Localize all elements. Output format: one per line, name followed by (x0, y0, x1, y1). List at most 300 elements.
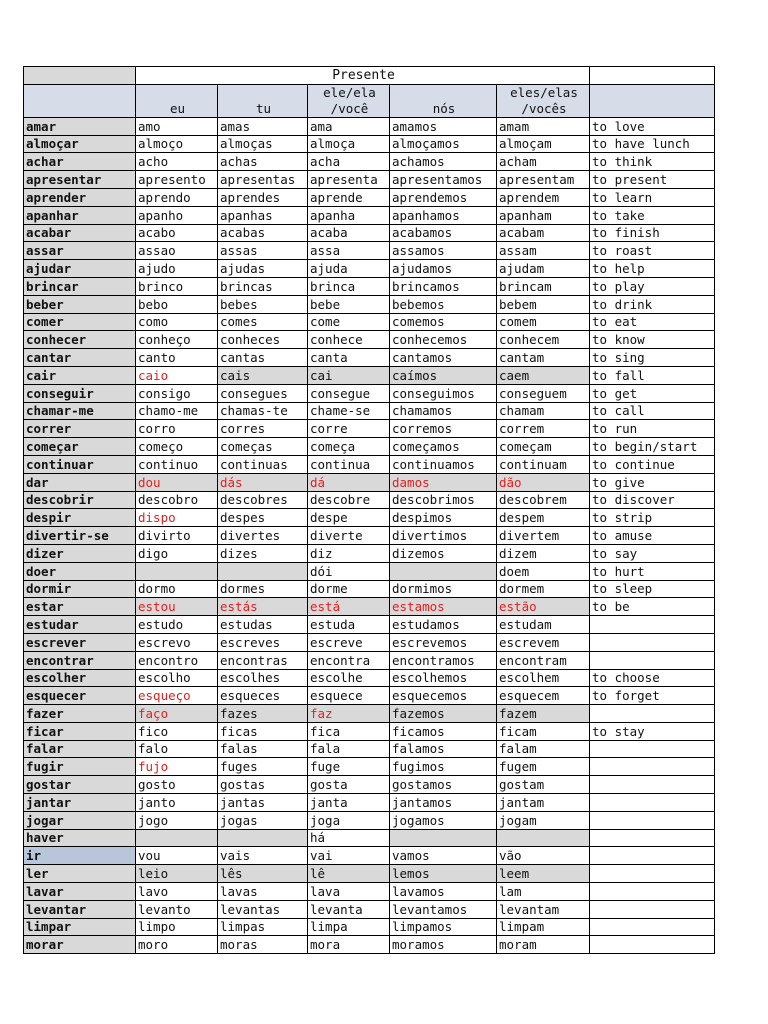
verb-infinitive: conseguir (24, 384, 136, 402)
conjugation-cell: gosto (136, 776, 218, 794)
conjugation-cell: apanhas (218, 206, 308, 224)
conjugation-cell: fazem (497, 705, 590, 723)
conjugation-cell: digo (136, 544, 218, 562)
conjugation-cell: jantas (218, 794, 308, 812)
verb-infinitive: dormir (24, 580, 136, 598)
verb-row (24, 865, 715, 883)
verb-infinitive: limpar (24, 918, 136, 936)
conjugation-cell: leem (497, 865, 590, 883)
conjugation-cell: brinca (308, 277, 390, 295)
conjugation-cell: fazemos (390, 705, 497, 723)
conjugation-cell: levanta (308, 900, 390, 918)
verb-row (24, 633, 715, 651)
conjugation-cell: canto (136, 349, 218, 367)
conjugation-cell: descobro (136, 491, 218, 509)
conjugation-cell: continuas (218, 455, 308, 473)
conjugation-cell: limpo (136, 918, 218, 936)
verb-row (24, 260, 715, 278)
conjugation-cell: ficamos (390, 722, 497, 740)
verb-row (24, 705, 715, 723)
verb-infinitive: cantar (24, 349, 136, 367)
conjugation-cell: ficas (218, 722, 308, 740)
conjugation-cell: vai (308, 847, 390, 865)
conjugation-cell (497, 829, 590, 847)
conjugation-cell: despes (218, 509, 308, 527)
conjugation-cell: ajudo (136, 260, 218, 278)
verb-infinitive: escrever (24, 633, 136, 651)
verb-infinitive: fazer (24, 705, 136, 723)
conjugation-cell: brincam (497, 277, 590, 295)
conjugation-cell: despem (497, 509, 590, 527)
conjugation-cell: cai (308, 366, 390, 384)
conjugation-cell: consegue (308, 384, 390, 402)
conjugation-cell: esquece (308, 687, 390, 705)
conjugation-cell: continuamos (390, 455, 497, 473)
conjugation-cell: amo (136, 117, 218, 135)
conjugation-cell: corro (136, 420, 218, 438)
verb-infinitive: encontrar (24, 651, 136, 669)
conjugation-cell: começa (308, 438, 390, 456)
header-eles: eles/elas /vocês (497, 84, 590, 117)
english-translation: to drink (590, 295, 715, 313)
conjugation-cell: aprendem (497, 188, 590, 206)
conjugation-cell: diz (308, 544, 390, 562)
verb-row (24, 758, 715, 776)
verb-row (24, 847, 715, 865)
conjugation-cell: correm (497, 420, 590, 438)
verb-row (24, 776, 715, 794)
conjugation-cell: dói (308, 562, 390, 580)
corner-cell (24, 84, 136, 117)
conjugation-cell: janto (136, 794, 218, 812)
english-translation: to roast (590, 242, 715, 260)
corner-cell (24, 67, 136, 85)
conjugation-cell: esqueço (136, 687, 218, 705)
title-row (24, 67, 715, 85)
empty-title-cell (590, 67, 715, 85)
conjugation-cell: há (308, 829, 390, 847)
conjugation-cell: lemos (390, 865, 497, 883)
conjugation-cell: aprendemos (390, 188, 497, 206)
conjugation-cell: levantamos (390, 900, 497, 918)
conjugation-cell: limpas (218, 918, 308, 936)
verb-infinitive: correr (24, 420, 136, 438)
conjugation-cell: ajuda (308, 260, 390, 278)
english-translation: to run (590, 420, 715, 438)
conjugation-cell: acabamos (390, 224, 497, 242)
conjugation-cell: bebo (136, 295, 218, 313)
conjugation-cell: dizes (218, 544, 308, 562)
verb-row (24, 420, 715, 438)
conjugation-cell: brincas (218, 277, 308, 295)
verb-row (24, 616, 715, 634)
conjugation-cell: apanha (308, 206, 390, 224)
conjugation-cell: encontras (218, 651, 308, 669)
conjugation-cell: jogas (218, 811, 308, 829)
verb-row (24, 206, 715, 224)
conjugation-cell: gosta (308, 776, 390, 794)
verb-infinitive: estudar (24, 616, 136, 634)
conjugation-cell: chamas-te (218, 402, 308, 420)
conjugation-cell: chamam (497, 402, 590, 420)
conjugation-cell: fala (308, 740, 390, 758)
verb-row (24, 349, 715, 367)
verb-infinitive: lavar (24, 883, 136, 901)
conjugation-cell: canta (308, 349, 390, 367)
conjugation-cell: descobrem (497, 491, 590, 509)
conjugation-cell: está (308, 598, 390, 616)
conjugation-cell: vou (136, 847, 218, 865)
conjugation-cell: escolhe (308, 669, 390, 687)
verb-row (24, 188, 715, 206)
conjugation-cell: conhecemos (390, 331, 497, 349)
conjugation-cell: dás (218, 473, 308, 491)
conjugation-cell: jogo (136, 811, 218, 829)
conjugation-cell: despe (308, 509, 390, 527)
conjugation-cell: fica (308, 722, 390, 740)
conjugation-cell: escolho (136, 669, 218, 687)
conjugation-cell: comes (218, 313, 308, 331)
conjugation-cell: começas (218, 438, 308, 456)
conjugation-cell: chamo-me (136, 402, 218, 420)
conjugation-cell: lê (308, 865, 390, 883)
conjugation-cell: ajudam (497, 260, 590, 278)
verb-row (24, 313, 715, 331)
conjugation-cell: mora (308, 936, 390, 954)
verb-infinitive: ler (24, 865, 136, 883)
verb-row (24, 936, 715, 954)
verb-row (24, 562, 715, 580)
verb-infinitive: despir (24, 509, 136, 527)
conjugation-cell: conhecem (497, 331, 590, 349)
conjugation-cell: estudamos (390, 616, 497, 634)
conjugation-cell: corremos (390, 420, 497, 438)
conjugation-cell: dão (497, 473, 590, 491)
conjugation-cell: encontramos (390, 651, 497, 669)
english-translation: to stay (590, 722, 715, 740)
conjugation-cell: conseguem (497, 384, 590, 402)
conjugation-cell: lavamos (390, 883, 497, 901)
conjugation-cell: dizemos (390, 544, 497, 562)
verb-infinitive: dizer (24, 544, 136, 562)
conjugation-cell: como (136, 313, 218, 331)
conjugation-cell: continuo (136, 455, 218, 473)
english-translation: to choose (590, 669, 715, 687)
english-translation (590, 705, 715, 723)
verb-row (24, 722, 715, 740)
conjugation-cell: apresentamos (390, 171, 497, 189)
conjugation-cell: joga (308, 811, 390, 829)
header-row (24, 84, 715, 117)
conjugation-cell: assa (308, 242, 390, 260)
verb-infinitive: esquecer (24, 687, 136, 705)
conjugation-cell: escolhem (497, 669, 590, 687)
conjugation-cell: escrevemos (390, 633, 497, 651)
conjugation-cell: conheço (136, 331, 218, 349)
english-translation: to help (590, 260, 715, 278)
conjugation-cell: escolhes (218, 669, 308, 687)
conjugation-cell: assao (136, 242, 218, 260)
english-translation: to begin/start (590, 438, 715, 456)
verb-infinitive: chamar-me (24, 402, 136, 420)
verb-infinitive: achar (24, 153, 136, 171)
conjugation-cell: estou (136, 598, 218, 616)
conjugation-cell: cantas (218, 349, 308, 367)
conjugation-cell: limpamos (390, 918, 497, 936)
conjugation-cell: dormem (497, 580, 590, 598)
verb-infinitive: apanhar (24, 206, 136, 224)
verb-infinitive: apresentar (24, 171, 136, 189)
verb-infinitive: estar (24, 598, 136, 616)
conjugation-cell: chame-se (308, 402, 390, 420)
conjugation-cell: almoça (308, 135, 390, 153)
conjugation-cell: apanhamos (390, 206, 497, 224)
conjugation-cell: amamos (390, 117, 497, 135)
conjugation-cell: aprendo (136, 188, 218, 206)
verb-infinitive: começar (24, 438, 136, 456)
verb-infinitive: acabar (24, 224, 136, 242)
conjugation-cell: escolhemos (390, 669, 497, 687)
conjugation-cell: apresentas (218, 171, 308, 189)
conjugation-cell: comem (497, 313, 590, 331)
conjugation-cell: escreve (308, 633, 390, 651)
conjugation-cell: apresentam (497, 171, 590, 189)
conjugation-cell (136, 829, 218, 847)
conjugation-cell: estudo (136, 616, 218, 634)
conjugation-cell: estás (218, 598, 308, 616)
verb-infinitive: cair (24, 366, 136, 384)
verb-infinitive: falar (24, 740, 136, 758)
english-translation: to play (590, 277, 715, 295)
conjugation-cell: ajudas (218, 260, 308, 278)
english-translation: to sleep (590, 580, 715, 598)
conjugation-cell: divertimos (390, 527, 497, 545)
conjugation-cell: encontro (136, 651, 218, 669)
conjugation-cell: dá (308, 473, 390, 491)
conjugation-cell: gostam (497, 776, 590, 794)
verb-infinitive: amar (24, 117, 136, 135)
english-translation (590, 847, 715, 865)
verb-infinitive: doer (24, 562, 136, 580)
conjugation-cell: escrevo (136, 633, 218, 651)
conjugation-cell: esquecem (497, 687, 590, 705)
header-eu: eu (136, 84, 218, 117)
conjugation-cell: fazes (218, 705, 308, 723)
verb-row (24, 366, 715, 384)
conjugation-cell: dormes (218, 580, 308, 598)
conjugation-cell: fujo (136, 758, 218, 776)
header-ele: ele/ela /você (308, 84, 390, 117)
conjugation-cell: almoçamos (390, 135, 497, 153)
conjugation-cell: vamos (390, 847, 497, 865)
verb-row (24, 295, 715, 313)
conjugation-cell: encontram (497, 651, 590, 669)
conjugation-cell: fuge (308, 758, 390, 776)
verb-infinitive: aprender (24, 188, 136, 206)
conjugation-cell: assam (497, 242, 590, 260)
conjugation-cell: descobrimos (390, 491, 497, 509)
verb-row (24, 135, 715, 153)
conjugation-cell: lava (308, 883, 390, 901)
verb-infinitive: beber (24, 295, 136, 313)
conjugation-cell: limpam (497, 918, 590, 936)
english-translation: to continue (590, 455, 715, 473)
conjugation-cell: descobre (308, 491, 390, 509)
tense-title: Presente (136, 67, 590, 85)
conjugation-cell: amam (497, 117, 590, 135)
conjugation-cell: gostamos (390, 776, 497, 794)
english-translation (590, 651, 715, 669)
verb-row (24, 883, 715, 901)
english-translation: to love (590, 117, 715, 135)
conjugation-cell: lam (497, 883, 590, 901)
verb-row (24, 242, 715, 260)
conjugation-cell: achamos (390, 153, 497, 171)
conjugation-cell: faz (308, 705, 390, 723)
conjugation-cell: caio (136, 366, 218, 384)
conjugation-cell: começam (497, 438, 590, 456)
conjugation-cell: falas (218, 740, 308, 758)
verb-infinitive: almoçar (24, 135, 136, 153)
header-nos: nós (390, 84, 497, 117)
verb-row (24, 331, 715, 349)
conjugation-cell: moramos (390, 936, 497, 954)
verb-infinitive: jogar (24, 811, 136, 829)
verb-infinitive: ir (24, 847, 136, 865)
english-translation (590, 740, 715, 758)
conjugation-cell: bebe (308, 295, 390, 313)
english-translation: to strip (590, 509, 715, 527)
verb-row (24, 811, 715, 829)
verb-row (24, 669, 715, 687)
conjugation-cell: ajudamos (390, 260, 497, 278)
conjugation-cell: doem (497, 562, 590, 580)
conjugation-cell: começo (136, 438, 218, 456)
conjugation-cell: jantamos (390, 794, 497, 812)
conjugation-cell: dizem (497, 544, 590, 562)
conjugation-cell: dorme (308, 580, 390, 598)
conjugation-cell: dormo (136, 580, 218, 598)
verb-row (24, 384, 715, 402)
conjugation-cell: aprendes (218, 188, 308, 206)
conjugation-cell: fugimos (390, 758, 497, 776)
conjugation-cell: levantas (218, 900, 308, 918)
english-translation: to know (590, 331, 715, 349)
verb-row (24, 527, 715, 545)
conjugation-cell: acabam (497, 224, 590, 242)
verb-row (24, 918, 715, 936)
conjugation-cell: fugem (497, 758, 590, 776)
verb-infinitive: haver (24, 829, 136, 847)
english-translation: to call (590, 402, 715, 420)
verb-infinitive: gostar (24, 776, 136, 794)
conjugation-cell: fico (136, 722, 218, 740)
english-translation (590, 616, 715, 634)
verb-row (24, 740, 715, 758)
english-translation (590, 865, 715, 883)
conjugation-cell: acham (497, 153, 590, 171)
conjugation-cell: bebes (218, 295, 308, 313)
english-translation (590, 900, 715, 918)
conjugation-cell: divirto (136, 527, 218, 545)
conjugation-cell: ama (308, 117, 390, 135)
conjugation-cell (390, 829, 497, 847)
conjugation-cell: acha (308, 153, 390, 171)
conjugation-cell: esquecemos (390, 687, 497, 705)
conjugation-cell (136, 562, 218, 580)
conjugation-cell: falamos (390, 740, 497, 758)
english-translation (590, 776, 715, 794)
conjugation-cell: continua (308, 455, 390, 473)
conjugation-cell: acabo (136, 224, 218, 242)
verb-infinitive: escolher (24, 669, 136, 687)
english-translation: to learn (590, 188, 715, 206)
conjugation-cell: apresenta (308, 171, 390, 189)
verb-row (24, 829, 715, 847)
conjugation-cell: despimos (390, 509, 497, 527)
conjugation-cell: esqueces (218, 687, 308, 705)
english-translation: to amuse (590, 527, 715, 545)
conjugation-cell: cais (218, 366, 308, 384)
conjugation-cell: bebem (497, 295, 590, 313)
conjugation-cell: corres (218, 420, 308, 438)
verb-row (24, 473, 715, 491)
verb-row (24, 491, 715, 509)
english-translation: to sing (590, 349, 715, 367)
conjugation-cell: jantam (497, 794, 590, 812)
conjugation-cell: falam (497, 740, 590, 758)
english-translation (590, 758, 715, 776)
conjugation-cell: consigo (136, 384, 218, 402)
conjugation-cell: faço (136, 705, 218, 723)
verb-row (24, 509, 715, 527)
verb-infinitive: ficar (24, 722, 136, 740)
english-translation (590, 811, 715, 829)
conjugation-cell: estudam (497, 616, 590, 634)
conjugation-cell: conseguimos (390, 384, 497, 402)
conjugation-cell: aprende (308, 188, 390, 206)
conjugation-cell: assas (218, 242, 308, 260)
english-translation: to say (590, 544, 715, 562)
conjugation-cell: cantam (497, 349, 590, 367)
conjugation-cell: consegues (218, 384, 308, 402)
conjugation-cell (218, 829, 308, 847)
conjugation-cell: chamamos (390, 402, 497, 420)
english-translation (590, 829, 715, 847)
english-translation: to give (590, 473, 715, 491)
verb-infinitive: jantar (24, 794, 136, 812)
conjugation-cell: achas (218, 153, 308, 171)
verb-infinitive: comer (24, 313, 136, 331)
conjugation-cell: divertes (218, 527, 308, 545)
verb-infinitive: continuar (24, 455, 136, 473)
conjugation-cell: leio (136, 865, 218, 883)
english-translation: to take (590, 206, 715, 224)
conjugation-cell: levanto (136, 900, 218, 918)
english-translation: to have lunch (590, 135, 715, 153)
conjugation-cell: assamos (390, 242, 497, 260)
verb-infinitive: dar (24, 473, 136, 491)
verb-infinitive: levantar (24, 900, 136, 918)
verb-infinitive: morar (24, 936, 136, 954)
verb-infinitive: assar (24, 242, 136, 260)
conjugation-cell: apanham (497, 206, 590, 224)
english-translation: to get (590, 384, 715, 402)
conjugation-cell: corre (308, 420, 390, 438)
conjugation-cell: estudas (218, 616, 308, 634)
conjugation-cell: vão (497, 847, 590, 865)
conjugation-cell: dou (136, 473, 218, 491)
